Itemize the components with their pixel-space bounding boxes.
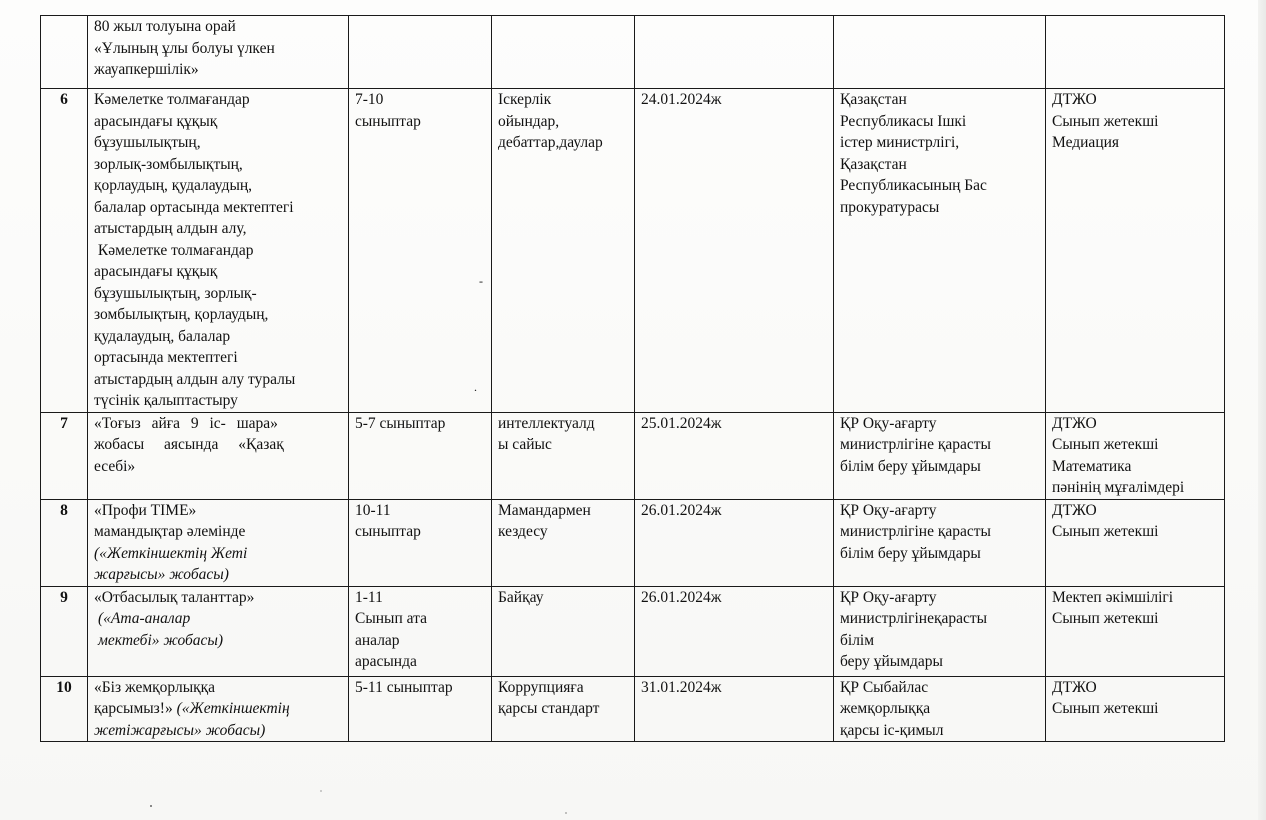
row-number: 7 — [41, 412, 88, 499]
scan-speck — [150, 805, 152, 807]
page-edge-shadow — [1258, 0, 1266, 820]
audience-cell — [349, 586, 492, 676]
event-line: 80 жыл толуына орай — [94, 18, 236, 35]
event-line: жобасы аясында «Қазақ — [94, 436, 284, 453]
format-cell — [492, 499, 635, 586]
table-row — [41, 16, 1225, 89]
responsible-line: ДТЖО — [1052, 91, 1097, 108]
date-cell: 24.01.2024ж — [635, 89, 834, 413]
responsible-cell — [1046, 586, 1225, 676]
audience-line: аналар — [355, 631, 400, 649]
partners-line: прокуратурасы — [840, 198, 940, 216]
event-line-italic: («Жеткіншектің Жеті — [94, 544, 248, 562]
responsible-line: Сынып жетекші — [1052, 436, 1159, 453]
partners-line: беру ұйымдары — [840, 653, 943, 670]
responsible-line: ДТЖО — [1052, 678, 1097, 696]
responsible-line: Сынып жетекші — [1052, 112, 1159, 130]
audience-line: арасында — [355, 653, 417, 670]
format-line: Байқау — [498, 588, 544, 606]
partners-line: білім беру ұйымдары — [840, 457, 981, 475]
partners-line: Республикасының Бас — [840, 177, 987, 194]
table-row — [41, 586, 1225, 676]
event-cell — [88, 89, 349, 413]
event-line: атыстардың алдын алу, — [94, 220, 247, 237]
format-line: Коррупцияға — [498, 678, 584, 696]
partners-line: Республикасы Ішкі — [840, 112, 967, 130]
responsible-cell — [1046, 676, 1225, 742]
partners-line: министрлігіне қарасты — [840, 436, 991, 453]
table-row — [41, 676, 1225, 742]
event-line: жауапкершілік» — [94, 61, 199, 78]
partners-line: ҚР Сыбайлас — [840, 678, 929, 696]
event-line: «Тоғыз айға 9 іс- шара» — [94, 414, 278, 432]
event-line: арасындағы құқық — [94, 263, 218, 280]
format-line: ойындар, — [498, 112, 560, 130]
event-line: балалар ортасында мектептегі — [94, 198, 294, 216]
audience-line: сыныптар — [355, 112, 421, 130]
event-cell — [88, 499, 349, 586]
table-row — [41, 412, 1225, 499]
partners-cell — [834, 676, 1046, 742]
responsible-cell — [1046, 412, 1225, 499]
partners-cell — [834, 412, 1046, 499]
event-line: атыстардың алдын алу туралы — [94, 370, 296, 388]
audience-cell — [349, 89, 492, 413]
responsible-cell — [1046, 16, 1225, 89]
event-line: зорлық-зомбылықтың, — [94, 155, 243, 173]
date-cell: 26.01.2024ж — [635, 499, 834, 586]
stray-dot-mark: . — [474, 380, 477, 394]
event-cell — [88, 412, 349, 499]
event-cell — [88, 676, 349, 742]
responsible-line: Медиация — [1052, 134, 1120, 151]
responsible-line: пәнінің мұғалімдері — [1052, 479, 1185, 496]
event-line: ортасында мектептегі — [94, 349, 238, 366]
audience-line: сыныптар — [355, 523, 421, 540]
table-row — [41, 499, 1225, 586]
audience-line: 1-11 — [355, 588, 383, 606]
format-cell — [492, 586, 635, 676]
responsible-cell — [1046, 499, 1225, 586]
event-text-italic: («Жеткіншектің — [176, 700, 290, 717]
event-line: Кәмелетке толмағандар — [94, 241, 254, 259]
partners-cell — [834, 89, 1046, 413]
partners-line: істер министрлігі, — [840, 134, 960, 151]
event-line: «Профи TIME» — [94, 501, 197, 519]
audience-cell — [349, 499, 492, 586]
event-line: «Отбасылық таланттар» — [94, 588, 255, 606]
responsible-line: Сынып жетекші — [1052, 523, 1159, 540]
scan-speck — [565, 812, 567, 814]
row-number: 10 — [41, 676, 88, 742]
format-line: қарсы стандарт — [498, 700, 600, 717]
partners-cell — [834, 16, 1046, 89]
event-line: Кәмелетке толмағандар — [94, 91, 250, 108]
responsible-cell — [1046, 89, 1225, 413]
partners-line: ҚР Оқу-ағарту — [840, 501, 937, 519]
format-cell — [492, 16, 635, 89]
audience-cell — [349, 16, 492, 89]
partners-line: ҚР Оқу-ағарту — [840, 588, 937, 606]
event-line-italic: жетіжарғысы» жобасы) — [94, 721, 266, 739]
partners-line: министрлігіне қарасты — [840, 523, 991, 540]
responsible-line: Математика — [1052, 457, 1132, 475]
event-line: «Біз жемқорлыққа — [94, 678, 216, 696]
event-line: зомбылықтың, қорлаудың, — [94, 306, 269, 323]
event-line: бұзушылықтың, зорлық- — [94, 284, 257, 302]
audience-cell — [349, 676, 492, 742]
format-line: Мамандармен — [498, 501, 591, 519]
audience-line: 5-11 сыныптар — [355, 678, 453, 696]
event-line: қудалаудың, балалар — [94, 327, 231, 345]
audience-line: 7-10 — [355, 91, 384, 108]
format-line: кездесу — [498, 523, 548, 540]
row-number: 9 — [41, 586, 88, 676]
event-cell — [88, 586, 349, 676]
audience-line: Сынып ата — [355, 610, 427, 627]
format-line: ы сайыс — [498, 436, 552, 453]
responsible-line: ДТЖО — [1052, 501, 1097, 519]
partners-cell — [834, 499, 1046, 586]
format-cell — [492, 676, 635, 742]
audience-cell — [349, 412, 492, 499]
event-line-italic: («Ата-аналар — [98, 610, 191, 627]
scan-speck — [320, 790, 322, 792]
partners-line: ҚР Оқу-ағарту — [840, 414, 937, 432]
partners-line: жемқорлыққа — [840, 700, 931, 717]
row-number — [41, 16, 88, 89]
event-line: арасындағы құқық — [94, 112, 218, 130]
event-line: есебі» — [94, 457, 136, 475]
date-cell: 31.01.2024ж — [635, 676, 834, 742]
partners-line: Қазақстан — [840, 155, 907, 173]
format-cell — [492, 89, 635, 413]
responsible-line: Мектеп әкімшілігі — [1052, 588, 1174, 606]
event-line-italic: жарғысы» жобасы) — [94, 566, 229, 583]
event-line: бұзушылықтың, — [94, 134, 201, 151]
partners-line: қарсы іс-қимыл — [840, 721, 944, 739]
row-number: 6 — [41, 89, 88, 413]
event-text: қарсымыз!» — [94, 700, 177, 717]
event-line: «Ұлының ұлы болуы үлкен — [94, 39, 275, 57]
partners-line: Қазақстан — [840, 91, 907, 108]
event-line: мамандықтар әлемінде — [94, 523, 246, 540]
partners-line: білім — [840, 631, 875, 649]
event-line: түсінік қалыптастыру — [94, 392, 238, 409]
audience-line: 10-11 — [355, 501, 391, 519]
format-line: интеллектуалд — [498, 414, 595, 432]
responsible-line: Сынып жетекші — [1052, 700, 1159, 717]
date-cell — [635, 16, 834, 89]
table-row — [41, 89, 1225, 413]
format-line: Іскерлік — [498, 91, 552, 108]
responsible-line: Сынып жетекші — [1052, 610, 1159, 627]
date-cell: 26.01.2024ж — [635, 586, 834, 676]
event-plan-table — [40, 15, 1225, 742]
format-line: дебаттар,даулар — [498, 134, 603, 151]
partners-line: білім беру ұйымдары — [840, 544, 981, 562]
event-line-italic: мектебі» жобасы) — [98, 631, 224, 649]
row-number: 8 — [41, 499, 88, 586]
format-cell — [492, 412, 635, 499]
partners-cell — [834, 586, 1046, 676]
partners-line: министрлігінеқарасты — [840, 610, 988, 627]
event-line-mixed — [94, 698, 342, 720]
audience-line: 5-7 сыныптар — [355, 414, 446, 432]
date-cell: 25.01.2024ж — [635, 412, 834, 499]
stray-dash-mark: - — [479, 274, 483, 288]
responsible-line: ДТЖО — [1052, 414, 1097, 432]
event-cell — [88, 16, 349, 89]
event-line: қорлаудың, қудалаудың, — [94, 177, 253, 194]
